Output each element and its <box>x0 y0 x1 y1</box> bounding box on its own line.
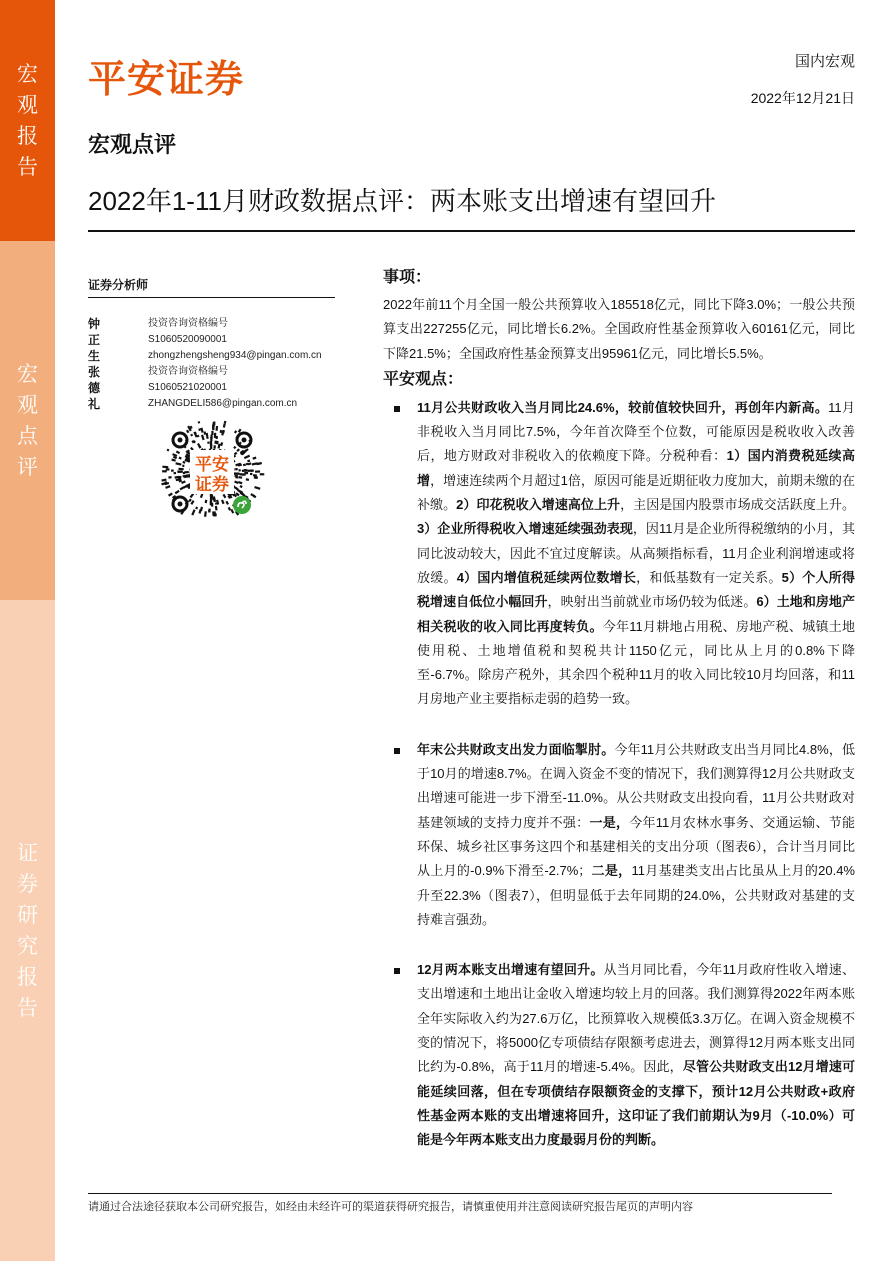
bold-text-segment: 年末公共财政支出发力面临掣肘。 <box>417 741 615 757</box>
qr-module <box>242 469 248 472</box>
qr-module <box>178 468 183 471</box>
analyst-email[interactable]: zhongzhengsheng934@pingan.com.cn <box>148 350 322 361</box>
qr-module <box>204 511 207 517</box>
sidebar-report-type <box>0 0 55 241</box>
qr-module <box>253 474 257 476</box>
report-title: 2022年1-11月财政数据点评：两本账支出增速有望回升 <box>88 186 716 216</box>
qr-module <box>208 510 210 513</box>
event-heading: 事项： <box>383 269 432 286</box>
sidebar-report-class <box>0 600 55 1261</box>
qr-module <box>215 502 218 504</box>
text-segment: 今年11月公共财政支出当月同比4.8%，低于10月的增速8.7%。在调入资金不变的情况下，我们测算得12月公共财政支出增速可能进一步下滑至-11.0%。从公共财政支出投向看，11月公共财政对基建领域的支持力度并不强： <box>417 741 855 830</box>
report-date: 2022年12月21日 <box>750 90 855 106</box>
qr-module <box>247 460 250 463</box>
qr-module <box>214 441 216 444</box>
qr-module <box>252 457 256 460</box>
qr-module <box>167 449 170 452</box>
text-segment: ，和低基数有一定关系。 <box>636 569 782 585</box>
qr-module <box>233 446 236 449</box>
qr-module <box>236 448 240 452</box>
qr-module <box>215 506 218 511</box>
qr-module <box>215 436 218 439</box>
qr-module <box>251 470 254 472</box>
qr-module <box>201 435 205 441</box>
bold-text-segment: 尽管公共财政支出12月增速可能延续回落，但在专项债结存限额资金的支撑下，预计12月公共财政+政府性基金两本账的支出增速将回升，这印证了我们前期认为9月（-10.0%）可能是今年两本账支出力度最弱月份的判断。 <box>417 1059 855 1148</box>
qr-module <box>238 481 242 484</box>
qr-module <box>175 490 180 494</box>
text-segment: 今年11月耕地占用税、房地产税、城镇土地使用税、土地增值税和契税共计1150亿元，同比从上月的0.8%下降至-6.7%。除房产税外，其余四个税种11月的收入同比较10月均回落，和11月房地产业主要指标走弱的趋势一致。 <box>417 618 855 707</box>
bullet-icon <box>394 406 400 412</box>
qr-module <box>186 430 189 434</box>
qr-logo-text: 证券 <box>195 475 229 495</box>
bold-text-segment: 12月两本账支出增速有望回升。 <box>417 962 604 978</box>
qr-module <box>212 497 215 501</box>
qr-module <box>183 484 189 489</box>
text-segment: 11月非税收入当月同比7.5%，今年首次降至个位数，可能原因是税收收入改善后，地方财政对非税收入的依赖度下降。分税种看： <box>417 399 855 464</box>
qr-module <box>182 465 184 468</box>
bold-text-segment: 2）印花税收入增速高位上升 <box>456 497 621 513</box>
qr-module <box>173 472 176 474</box>
qr-module <box>256 476 258 478</box>
qr-code[interactable] <box>158 418 266 526</box>
analysts-divider <box>88 297 335 298</box>
analyst-email[interactable]: ZHANGDELI586@pingan.com.cn <box>148 398 298 409</box>
qr-module <box>234 472 240 474</box>
qr-module <box>177 470 181 472</box>
qr-module <box>250 473 252 475</box>
bold-text-segment: 1）国内消费税延续高增 <box>417 448 855 488</box>
sidebar-label: 宏观点评 <box>17 362 38 479</box>
view-bullet <box>383 958 855 1152</box>
qr-module <box>213 422 215 427</box>
sidebar-label: 证券研究报告 <box>17 841 38 1020</box>
qr-module <box>179 457 182 460</box>
qr-module <box>225 501 229 505</box>
text-segment: ，映射出当前就业市场仍较为低迷。 <box>547 594 757 610</box>
bold-text-segment: 4）国内增值税延续两位数增长 <box>456 569 637 585</box>
qr-module <box>223 423 226 428</box>
qr-module <box>207 441 210 443</box>
qr-logo-text: 平安 <box>195 455 229 475</box>
text-segment: 今年11月农林水事务、交通运输、节能环保、城乡社区事务这四个和基建相关的支出分项（图表6），合计当月同比从上月的-0.9%下滑至-2.7%； <box>417 814 855 879</box>
qr-module <box>235 468 238 471</box>
text-segment: ，因11月是企业所得税缴纳的小月，其同比波动较大，因此不宜过度解读。从高频指标看，11月企业利润增速或将放缓。 <box>417 521 855 585</box>
qr-module <box>239 476 243 479</box>
qr-module <box>248 462 252 465</box>
analyst-id: S1060520090001 <box>148 334 227 345</box>
analysts-heading: 证券分析师 <box>88 278 149 292</box>
bold-text-segment: 二是， <box>591 863 632 879</box>
qr-module <box>210 441 213 447</box>
qr-module <box>206 433 209 439</box>
bold-text-segment: 5）个人所得税增速自低位小幅回升 <box>417 569 855 610</box>
qr-module <box>171 470 174 472</box>
qr-module <box>171 458 176 461</box>
qr-module <box>214 513 217 516</box>
bullet-icon <box>394 968 400 974</box>
main-content <box>383 266 855 1153</box>
qr-module <box>254 486 260 490</box>
analyst-id: S1060521020001 <box>148 382 227 393</box>
analyst-qualification: 投资咨询资格编号 <box>148 366 228 377</box>
qr-module <box>165 485 170 489</box>
qr-module <box>205 500 208 504</box>
text-segment: 11月基建类支出占比虽从上月的20.4%升至22.3%（图表7），但明显低于去年同期的24.0%，公共财政对基建的支持难言强劲。 <box>417 863 855 927</box>
qr-module <box>166 468 170 470</box>
qr-module <box>161 479 166 482</box>
qr-module <box>260 473 265 475</box>
qr-module <box>246 478 249 481</box>
bold-text-segment: 6）土地和房地产相关税收的收入同比再度转负。 <box>417 594 855 634</box>
qr-module <box>213 445 215 449</box>
analyst-qualification: 投资咨询资格编号 <box>148 318 228 329</box>
text-segment: ，增速连续两个月超过1倍，原因可能是近期征收力度加大，前期未缴的在补缴。 <box>417 472 855 513</box>
qr-module <box>190 434 193 437</box>
qr-module <box>234 481 239 484</box>
view-bullet <box>383 738 855 932</box>
qr-module <box>224 421 227 424</box>
sidebar-report-subtype <box>0 241 55 600</box>
bold-text-segment: 3）企业所得税收入增速延续强劲表现 <box>417 521 633 537</box>
sidebar-label: 宏观报告 <box>17 62 38 179</box>
qr-module <box>175 462 181 465</box>
qr-module <box>198 421 201 424</box>
mini-program-icon <box>233 496 251 514</box>
qr-module <box>234 430 237 433</box>
qr-module <box>234 452 238 456</box>
qr-module <box>197 443 201 448</box>
qr-module <box>200 507 203 512</box>
qr-module <box>221 500 225 505</box>
qr-module <box>183 472 185 474</box>
qr-module <box>258 462 261 465</box>
qr-module <box>215 426 218 431</box>
text-segment: 从当月同比看，今年11月政府性收入增速、支出增速和土地出让金收入增速均较上月的回落。我们测算得2022年两本账全年实际收入约为27.6万亿，比预算收入规模低3.3万亿。在调入资金规模不变的情况下，将5000亿专项债结存限额考虑进去，测算得12月两本账支出同比约为-0.8%，高于11月的增速-5.4%。因此， <box>417 962 855 1075</box>
qr-module <box>244 455 250 459</box>
report-category: 国内宏观 <box>794 53 855 70</box>
qr-module <box>210 435 212 439</box>
qr-module <box>191 509 195 515</box>
bold-text-segment: 一是， <box>589 814 630 830</box>
analyst-name: 张德礼 <box>88 365 101 411</box>
analyst-name: 钟正生 <box>88 317 101 363</box>
qr-module <box>235 476 238 479</box>
qr-module <box>168 493 173 497</box>
event-text: 2022年前11个月全国一般公共预算收入185518亿元，同比下降3.0%；一般公共预算支出227255亿元，同比增长6.2%。全国政府性基金预算收入60161亿元，同比下降21.5%；全国政府性基金预算支出95961亿元，同比增长5.5%。 <box>383 297 855 361</box>
qr-module <box>162 466 168 469</box>
bullet-icon <box>394 748 400 754</box>
qr-module <box>243 464 246 467</box>
qr-module <box>195 507 198 510</box>
footer-disclaimer: 请通过合法途径获取本公司研究报告，如经由未经许可的渠道获得研究报告，请慎重使用并注意阅读研究报告尾页的声明内容 <box>88 1201 693 1213</box>
qr-module <box>211 431 213 435</box>
footer-divider <box>88 1193 832 1194</box>
report-subtitle: 宏观点评 <box>88 132 177 157</box>
qr-module <box>168 476 171 479</box>
qr-module <box>240 485 243 488</box>
qr-module <box>182 461 185 464</box>
qr-module <box>241 473 245 475</box>
qr-module <box>255 470 260 472</box>
view-bullet <box>383 396 855 712</box>
qr-module <box>238 469 240 471</box>
text-segment: ，主因是国内股票市场成交活跃度上升。 <box>620 497 855 513</box>
qr-module <box>193 431 197 437</box>
title-divider <box>88 230 855 232</box>
qr-module <box>212 511 215 516</box>
qr-module <box>162 470 167 472</box>
view-heading: 平安观点： <box>383 370 464 388</box>
qr-module <box>176 450 180 454</box>
bold-text-segment: 11月公共财政收入当月同比24.6%，较前值较快回升，再创年内新高。 <box>417 399 829 415</box>
brand-logo: 平安证券 <box>88 59 245 101</box>
